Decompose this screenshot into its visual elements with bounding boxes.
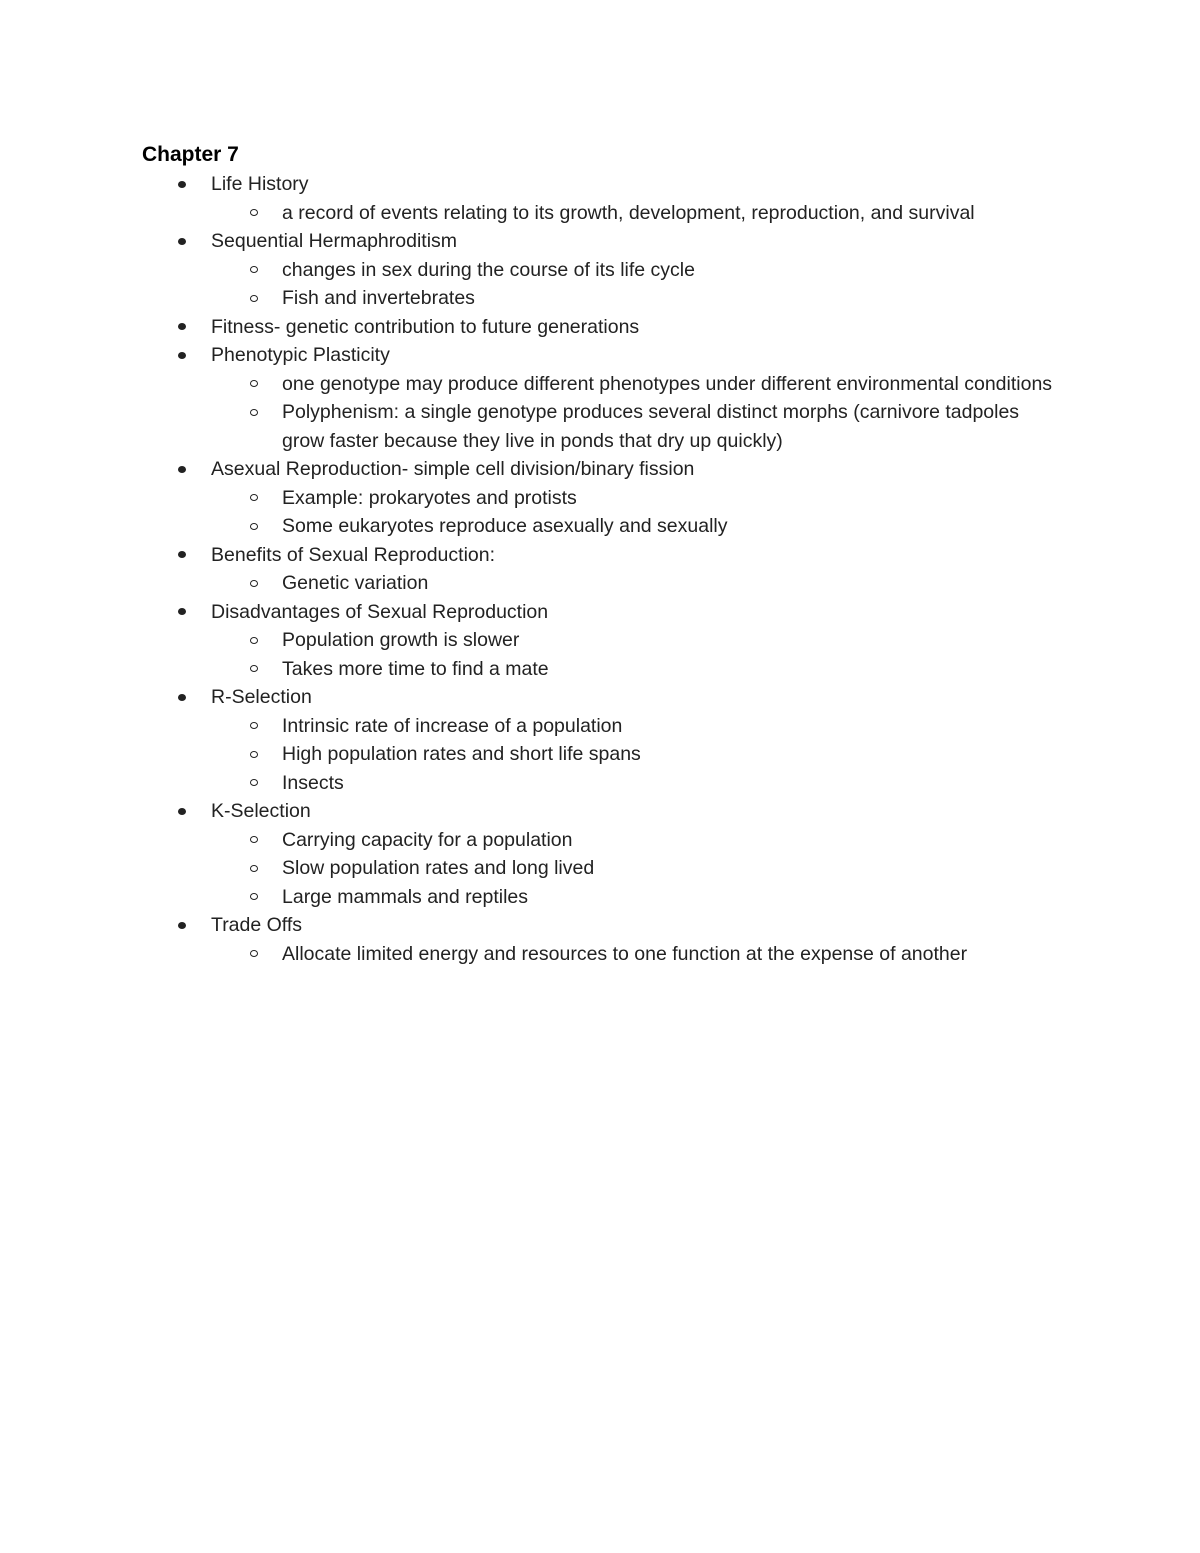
sub-item-text: Takes more time to find a mate [282, 657, 549, 680]
outline-item [142, 598, 1062, 684]
sub-list [211, 826, 1062, 912]
filled-bullet-icon [178, 608, 186, 615]
hollow-bullet-icon [250, 893, 258, 900]
hollow-bullet-icon [250, 409, 258, 416]
sub-item-text: Large mammals and reptiles [282, 885, 529, 908]
hollow-bullet-icon [250, 580, 258, 587]
sub-item-text: changes in sex during the course of its life cycle [282, 258, 695, 281]
outline-item-text: Fitness- genetic contribution to future generations [211, 315, 640, 338]
sub-item-text: Polyphenism: a single genotype produces several distinct morphs (carnivore tadpoles grow faster because they live in ponds that dry up quickly) [282, 401, 1020, 452]
outline-list [142, 170, 1062, 968]
sub-list [211, 256, 1062, 313]
outline-item-text: Phenotypic Plasticity [211, 344, 390, 366]
document-content [142, 140, 1062, 968]
sub-list [211, 199, 1062, 228]
outline-item-text: R-Selection [211, 686, 312, 708]
hollow-bullet-icon [250, 209, 258, 216]
hollow-bullet-icon [250, 637, 258, 644]
sub-item [142, 199, 1062, 228]
outline-item [142, 170, 1062, 227]
sub-item [142, 854, 1062, 883]
outline-item-text: Asexual Reproduction- simple cell division/binary fission [211, 458, 695, 480]
sub-item [142, 740, 1062, 769]
sub-item-text: Fish and invertebrates [282, 287, 475, 309]
hollow-bullet-icon [250, 665, 258, 672]
filled-bullet-icon [178, 694, 186, 701]
outline-item-text: Trade Offs [211, 914, 303, 936]
sub-item-text: Some eukaryotes reproduce asexually and sexually [282, 515, 728, 537]
sub-list [211, 484, 1062, 541]
sub-item [142, 769, 1062, 798]
sub-item-text: a record of events relating to its growth, development, reproduction, and survival [282, 201, 975, 224]
filled-bullet-icon [178, 551, 186, 558]
sub-item [142, 569, 1062, 598]
sub-item-text: Carrying capacity for a population [282, 828, 573, 851]
sub-item [142, 484, 1062, 513]
sub-item-text: Insects [282, 771, 344, 794]
filled-bullet-icon [178, 323, 186, 330]
sub-item [142, 398, 1062, 455]
filled-bullet-icon [178, 238, 186, 245]
outline-item [142, 455, 1062, 541]
sub-list [211, 712, 1062, 798]
sub-item [142, 883, 1062, 912]
sub-item-text: Genetic variation [282, 572, 429, 594]
outline-item-text: Benefits of Sexual Reproduction: [211, 543, 496, 566]
hollow-bullet-icon [250, 266, 258, 273]
hollow-bullet-icon [250, 751, 258, 758]
outline-item-text: Disadvantages of Sexual Reproduction [211, 600, 549, 623]
sub-item [142, 284, 1062, 313]
sub-item-text: High population rates and short life spans [282, 743, 641, 765]
hollow-bullet-icon [250, 779, 258, 786]
outline-item [142, 797, 1062, 911]
sub-list [211, 569, 1062, 598]
hollow-bullet-icon [250, 494, 258, 501]
chapter-title: Chapter 7 [142, 143, 239, 166]
hollow-bullet-icon [250, 836, 258, 843]
outline-item [142, 541, 1062, 598]
hollow-bullet-icon [250, 865, 258, 872]
sub-item [142, 256, 1062, 285]
filled-bullet-icon [178, 181, 186, 188]
hollow-bullet-icon [250, 380, 258, 387]
sub-item-text: Intrinsic rate of increase of a population [282, 714, 623, 737]
sub-item [142, 626, 1062, 655]
filled-bullet-icon [178, 808, 186, 815]
outline-item [142, 683, 1062, 797]
sub-item-text: Example: prokaryotes and protists [282, 486, 577, 509]
hollow-bullet-icon [250, 722, 258, 729]
sub-item-text: one genotype may produce different phenotypes under different environmental conditions [282, 372, 1053, 395]
outline-item [142, 911, 1062, 968]
sub-item-text: Population growth is slower [282, 629, 520, 651]
sub-item [142, 940, 1062, 969]
sub-item [142, 512, 1062, 541]
sub-list [211, 940, 1062, 969]
outline-item [142, 313, 1062, 342]
hollow-bullet-icon [250, 523, 258, 530]
filled-bullet-icon [178, 922, 186, 929]
sub-item-text: Slow population rates and long lived [282, 857, 595, 879]
outline-item-text: Life History [211, 173, 309, 195]
sub-item-text: Allocate limited energy and resources to one function at the expense of another [282, 942, 968, 965]
sub-item [142, 712, 1062, 741]
sub-item [142, 370, 1062, 399]
outline-item [142, 227, 1062, 313]
filled-bullet-icon [178, 466, 186, 473]
filled-bullet-icon [178, 352, 186, 359]
sub-list [211, 370, 1062, 456]
hollow-bullet-icon [250, 950, 258, 957]
outline-item-text: K-Selection [211, 800, 311, 822]
sub-list [211, 626, 1062, 683]
sub-item [142, 655, 1062, 684]
outline-item-text: Sequential Hermaphroditism [211, 230, 458, 252]
sub-item [142, 826, 1062, 855]
outline-item [142, 341, 1062, 455]
hollow-bullet-icon [250, 295, 258, 302]
